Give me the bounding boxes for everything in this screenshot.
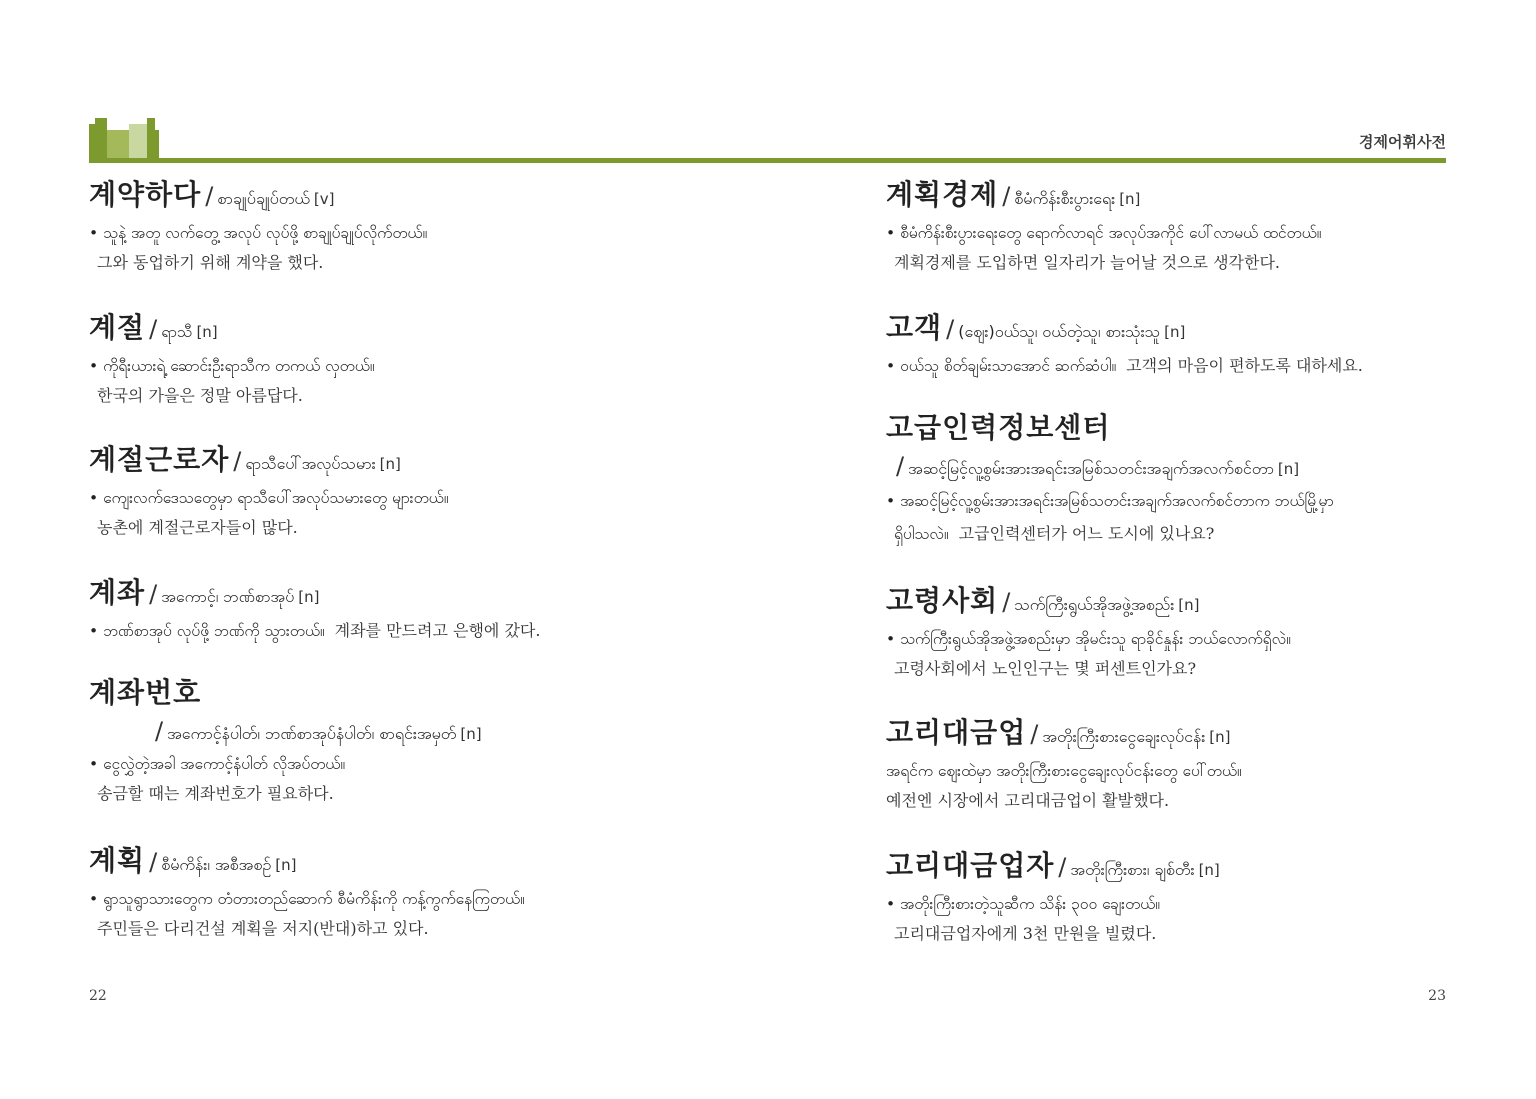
entry-term: 계좌 (89, 576, 146, 609)
page-number-left: 22 (89, 988, 107, 1004)
entry-pos: [n] (298, 588, 320, 606)
header-decoration (89, 118, 159, 160)
entry-translation: 한국의 가을은 정말 아름답다. (97, 386, 303, 405)
entry-example: • ဘဏ်စာအုပ် လုပ်ဖို့ ဘဏ်ကို သွားတယ်။ (89, 622, 325, 640)
entry: 계절 / ရာသီ [n] • ကိုရီးယားရဲ့ ဆောင်းဦးရာသီက တကယ် လှတယ်။ 한국의 가을은 정말 아름답다. (89, 309, 729, 411)
entry-meaning: ရာသီ (161, 322, 193, 341)
entry-term: 계약하다 (89, 178, 202, 211)
entry-pos: [n] (1178, 596, 1200, 614)
entry-pos: [n] (460, 725, 482, 743)
entry-translation: 고급인력센터가 어느 도시에 있나요? (958, 524, 1215, 543)
entry-meaning: ရာသီပေါ်အလုပ်သမား (245, 454, 376, 473)
book-title: 경제어휘사전 (1359, 133, 1446, 151)
entry-translation: 그와 동업하기 위해 계약을 했다. (97, 253, 324, 272)
entry-translation: 고령사회에서 노인인구는 몇 퍼센트인가요? (894, 659, 1197, 678)
entry-term: 계좌번호 (89, 676, 202, 709)
entry-example: • သက်ကြီးရွယ်အိုအဖွဲ့အစည်းမှာ အိုမင်းသူ ရာခိုင်နှုန်း ဘယ်လောက်ရှိလဲ။ (886, 630, 1291, 648)
entry-meaning: အကောင့်နံပါတ်၊ ဘဏ်စာအုပ်နံပါတ်၊ စာရင်းအမှတ် (167, 724, 457, 743)
entry-term: 고객 (886, 311, 943, 344)
entry-term: 계절근로자 (89, 443, 230, 476)
entry-meaning: စာချုပ်ချုပ်တယ် (217, 189, 310, 208)
entry-translation: 고객의 마음이 편하도록 대하세요. (1126, 356, 1363, 375)
entry-example: • ငွေလွှဲတဲ့အခါ အကောင့်နံပါတ် လိုအပ်တယ်။ (89, 755, 346, 773)
entry-pos: [v] (313, 190, 335, 208)
entry-example: • ကိုရီးယားရဲ့ ဆောင်းဦးရာသီက တကယ် လှတယ်။ (89, 357, 375, 375)
entry: 계약하다 / စာချုပ်ချုပ်တယ် [v] • သူနဲ့ အတူ လက်တွေ့ အလုပ် လုပ်ဖို့ စာချုပ်ချုပ်လိုက်တယ်။ 그와 동업하기 위해 계약을 했다. (89, 176, 729, 278)
entry-meaning: အဆင့်မြင့်လူ့စွမ်းအားအရင်းအမြစ်သတင်းအချက်အလက်စင်တာ (908, 459, 1274, 478)
entry: 고리대금업자 / အတိုးကြီးစား၊ ချစ်တီး [n] • အတိုးကြီးစားတဲ့သူဆီက သိန်း ၃၀၀ ချေးတယ်။ 고리대금업자에게 3천 만원을 빌렸다. (886, 847, 1456, 949)
entry-meaning: စီမံကိန်း၊ အစီအစဉ် (161, 855, 272, 874)
entry: 고객 / (ဈေး)ဝယ်သူ၊ ဝယ်တဲ့သူ၊ စားသုံးသူ [n] • ဝယ်သူ စိတ်ချမ်းသာအောင် ဆက်ဆံပါ။ 고객의 마음이 편하도록 대하세요. (886, 311, 1363, 375)
entry-term: 고리대금업자 (886, 849, 1055, 882)
entry: 계획경제 / စီမံကိန်းစီးပွားရေး [n] • စီမံကိန်းစီးပွားရေးတွေ ရောက်လာရင် အလုပ်အကိုင် ပေါ်လာမယ် ထင်တယ်။ 계획경제를 도입하면 일자리가 늘어날 것으로 생각한다. (886, 176, 1456, 278)
entry-term: 고급인력정보센터 (886, 411, 1111, 444)
entry-translation: 계좌를 만드려고 은행에 갔다. (334, 621, 541, 640)
entry-translation: 주민들은 다리건설 계획을 저지(반대)하고 있다. (97, 919, 429, 938)
entry: 고리대금업 / အတိုးကြီးစားငွေချေးလုပ်ငန်း [n] အရင်က ဈေးထဲမှာ အတိုးကြီးစားငွေချေးလုပ်ငန်းတွေ ပေါ်တယ်။ 예전엔 시장에서 고리대금업이 활발했다. (886, 714, 1456, 816)
entry-term: 계획경제 (886, 178, 999, 211)
entry-pos: [n] (379, 455, 401, 473)
entry-example: • စီမံကိန်းစီးပွားရေးတွေ ရောက်လာရင် အလုပ်အကိုင် ပေါ်လာမယ် ထင်တယ်။ (886, 224, 1322, 242)
entry-example-continued: ရှိပါသလဲ။ (894, 525, 949, 543)
entry-pos: [n] (1119, 190, 1141, 208)
entry-translation: 고리대금업자에게 3천 만원을 빌렸다. (894, 924, 1157, 943)
entry-term: 계절 (89, 311, 146, 344)
entry-example: • အတိုးကြီးစားတဲ့သူဆီက သိန်း ၃၀၀ ချေးတယ်။ (886, 895, 1160, 913)
entry: 계좌번호 / အကောင့်နံပါတ်၊ ဘဏ်စာအုပ်နံပါတ်၊ စာရင်းအမှတ် [n] • ငွေလွှဲတဲ့အခါ အကောင့်နံပါတ် လိုအပ်တယ်။ 송금할 때는 계좌번호가 필요하다. (89, 674, 729, 809)
entry-translation: 농촌에 계절근로자들이 많다. (97, 518, 298, 537)
entry-example: • အဆင့်မြင့်လူ့စွမ်းအားအရင်းအမြစ်သတင်းအချက်အလက်စင်တာက ဘယ်မြို့မှာ (886, 492, 1334, 510)
entry-meaning: (ဈေး)ဝယ်သူ၊ ဝယ်တဲ့သူ၊ စားသုံးသူ (958, 322, 1161, 341)
entry-example: • ရွာသူရွာသားတွေက တံတားတည်ဆောက် စီမံကိန်းကို ကန့်ကွက်နေကြတယ်။ (89, 890, 525, 908)
entry: 고급인력정보센터 / အဆင့်မြင့်လူ့စွမ်းအားအရင်းအမြစ်သတင်းအချက်အလက်စင်တာ [n] • အဆင့်မြင့်လူ့စွမ်းအားအရင်းအမြစ်သတင်းအချက်အလက်စင်တာက ဘယ်မြို့မှာ ရှိပါသလဲ။ 고급인력센터가 어느 도시에 있나요? (886, 409, 1456, 550)
entry-meaning: အတိုးကြီးစားငွေချေးလုပ်ငန်း (1042, 727, 1206, 746)
entry-example: • ကျေးလက်ဒေသတွေမှာ ရာသီပေါ်အလုပ်သမားတွေ များတယ်။ (89, 489, 449, 507)
entry: 계좌 / အကောင့်၊ ဘဏ်စာအုပ် [n] • ဘဏ်စာအုပ် လုပ်ဖို့ ဘဏ်ကို သွားတယ်။ 계좌를 만드려고 은행에 갔다. (89, 576, 541, 640)
entry-term: 고리대금업 (886, 716, 1027, 749)
entry-meaning: စီမံကိန်းစီးပွားရေး (1014, 189, 1116, 208)
entry-meaning: အတိုးကြီးစား၊ ချစ်တီး (1070, 860, 1195, 879)
entry-term: 고령사회 (886, 584, 999, 617)
entry-example: • ဝယ်သူ စိတ်ချမ်းသာအောင် ဆက်ဆံပါ။ (886, 357, 1117, 375)
entry-meaning: သက်ကြီးရွယ်အိုအဖွဲ့အစည်း (1014, 595, 1175, 614)
entry-pos: [n] (1277, 460, 1300, 478)
entry-example: အရင်က ဈေးထဲမှာ အတိုးကြီးစားငွေချေးလုပ်ငန်းတွေ ပေါ်တယ်။ (886, 762, 1242, 780)
entry-pos: [n] (1198, 861, 1220, 879)
entry-pos: [n] (196, 323, 218, 341)
entry-pos: [n] (1209, 728, 1231, 746)
entry: 계절근로자 / ရာသီပေါ်အလုပ်သမား [n] • ကျေးလက်ဒေသတွေမှာ ရာသီပေါ်အလုပ်သမားတွေ များတယ်။ 농촌에 계절근로자들이 많다. (89, 441, 729, 543)
entry: 고령사회 / သက်ကြီးရွယ်အိုအဖွဲ့အစည်း [n] • သက်ကြီးရွယ်အိုအဖွဲ့အစည်းမှာ အိုမင်းသူ ရာခိုင်နှုန်း ဘယ်လောက်ရှိလဲ။ 고령사회에서 노인인구는 몇 퍼센트인가요? (886, 582, 1456, 684)
entry-translation: 송금할 때는 계좌번호가 필요하다. (97, 784, 334, 803)
entry: 계획 / စီမံကိန်း၊ အစီအစဉ် [n] • ရွာသူရွာသားတွေက တံတားတည်ဆောက် စီမံကိန်းကို ကန့်ကွက်နေကြတယ်။ 주민들은 다리건설 계획을 저지(반대)하고 있다. (89, 842, 729, 944)
entry-meaning: အကောင့်၊ ဘဏ်စာအုပ် (161, 587, 295, 606)
entry-pos: [n] (275, 856, 297, 874)
entry-translation: 계획경제를 도입하면 일자리가 늘어날 것으로 생각한다. (894, 253, 1281, 272)
entry-translation: 예전엔 시장에서 고리대금업이 활발했다. (886, 791, 1170, 810)
entry-pos: [n] (1164, 323, 1186, 341)
header-rule (89, 158, 1446, 163)
page-number-right: 23 (1428, 988, 1446, 1004)
entry-term: 계획 (89, 844, 146, 877)
entry-example: • သူနဲ့ အတူ လက်တွေ့ အလုပ် လုပ်ဖို့ စာချုပ်ချုပ်လိုက်တယ်။ (89, 224, 428, 242)
